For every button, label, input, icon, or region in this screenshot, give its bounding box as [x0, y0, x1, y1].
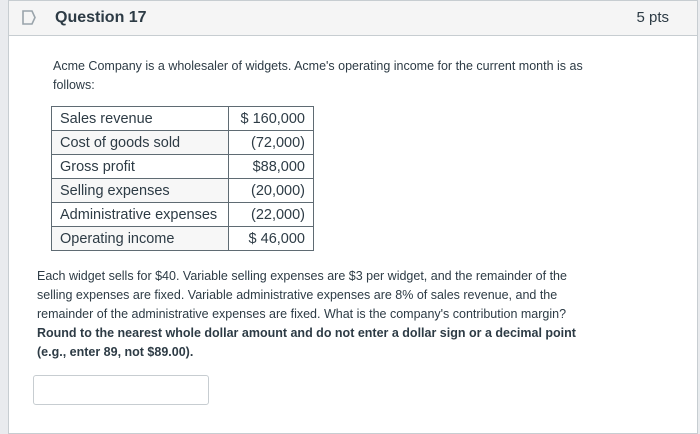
table-row [52, 107, 314, 131]
row-label: Operating income [52, 227, 229, 251]
row-label: Selling expenses [52, 179, 229, 203]
question-body [37, 267, 597, 362]
question-text: Each widget sells for $40. Variable selling expenses are $3 per widget, and the remainder of the selling expenses are fixed. Variable administrative expenses are 8% of sales revenue, and the remainder of the administrative expenses are fixed. What is the company's contribution margin? [37, 269, 567, 321]
question-instruction: Round to the nearest whole dollar amount and do not enter a dollar sign or a decimal point (e.g., enter 89, not $89.00). [37, 326, 576, 359]
table-row [52, 203, 314, 227]
question-title: Question 17 [55, 9, 147, 26]
table-row [52, 131, 314, 155]
row-label: Cost of goods sold [52, 131, 229, 155]
table-row [52, 155, 314, 179]
income-statement-table [51, 106, 314, 251]
row-label: Administrative expenses [52, 203, 229, 227]
row-value: $ 46,000 [229, 227, 314, 251]
row-value: $ 160,000 [229, 107, 314, 131]
row-value: $88,000 [229, 155, 314, 179]
question-header [9, 1, 697, 36]
row-label: Sales revenue [52, 107, 229, 131]
table-row [52, 179, 314, 203]
question-points: 5 pts [636, 9, 669, 26]
row-value: (22,000) [229, 203, 314, 227]
table-row [52, 227, 314, 251]
flag-icon[interactable] [21, 10, 37, 25]
row-value: (72,000) [229, 131, 314, 155]
answer-input[interactable] [33, 375, 209, 405]
question-intro: Acme Company is a wholesaler of widgets. Acme's operating income for the current month is as follows: [53, 59, 583, 92]
row-value: (20,000) [229, 179, 314, 203]
row-label: Gross profit [52, 155, 229, 179]
question-card [8, 0, 698, 434]
